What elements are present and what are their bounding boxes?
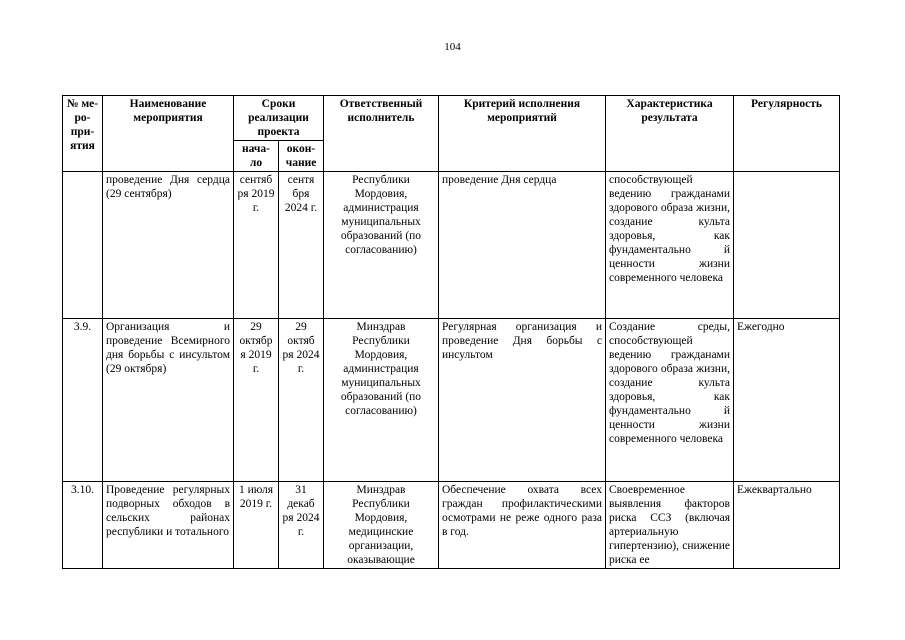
row-criterion: Обеспечение охвата всех граждан профилактическими осмотрами не реже одного раза в год. [439,482,606,569]
header-result: Характеристика результата [606,96,734,172]
row-num [63,172,103,319]
row-num: 3.10. [63,482,103,569]
row-result: Создание среды, способствующей ведению гражданами здорового образа жизни, создание культа здоровья, как фундаментально й ценности жизни современного человека [606,319,734,482]
page-number: 104 [444,41,461,53]
row-result: способствующей ведению гражданами здорового образа жизни, создание культа здоровья, как фундаментально й ценности жизни современного человека [606,172,734,319]
header-period: Сроки реализации проекта [234,96,324,141]
row-start: 29 октябр я 2019 г. [234,319,279,482]
row-regularity: Ежеквартально [734,482,840,569]
header-end: окон-чание [279,141,324,172]
row-end: сентя бря 2024 г. [279,172,324,319]
row-regularity [734,172,840,319]
row-num: 3.9. [63,319,103,482]
row-regularity: Ежегодно [734,319,840,482]
row-responsible: Минздрав Республики Мордовия, медицинские организации, оказывающие [324,482,439,569]
header-name: Наименование мероприятия [103,96,234,172]
header-num: № ме-ро-при-ятия [63,96,103,172]
row-name: Проведение регулярных подворных обходов в сельских районах республики и тотального [103,482,234,569]
row-start: 1 июля 2019 г. [234,482,279,569]
header-row [63,96,840,141]
row-criterion: Регулярная организация и проведение Дня борьбы с инсультом [439,319,606,482]
header-criterion: Критерий исполнения мероприятий [439,96,606,172]
row-end: 31 декаб ря 2024 г. [279,482,324,569]
header-responsible: Ответственный исполнитель [324,96,439,172]
header-regularity: Регулярность [734,96,840,172]
row-end: 29 октяб ря 2024 г. [279,319,324,482]
events-table [62,95,840,569]
row-responsible: Минздрав Республики Мордовия, администрация муниципальных образований (по согласованию) [324,319,439,482]
row-start: сентяб ря 2019 г. [234,172,279,319]
row-responsible: Республики Мордовия, администрация муниципальных образований (по согласованию) [324,172,439,319]
row-name: Организация и проведение Всемирного дня борьбы с инсультом (29 октября) [103,319,234,482]
row-criterion: проведение Дня сердца [439,172,606,319]
table-row [63,482,840,569]
table-row [63,319,840,482]
row-result: Своевременное выявления факторов риска ССЗ (включая артериальную гипертензию), снижение риска ее [606,482,734,569]
row-name: проведение Дня сердца (29 сентября) [103,172,234,319]
header-start: нача-ло [234,141,279,172]
table-row [63,172,840,319]
